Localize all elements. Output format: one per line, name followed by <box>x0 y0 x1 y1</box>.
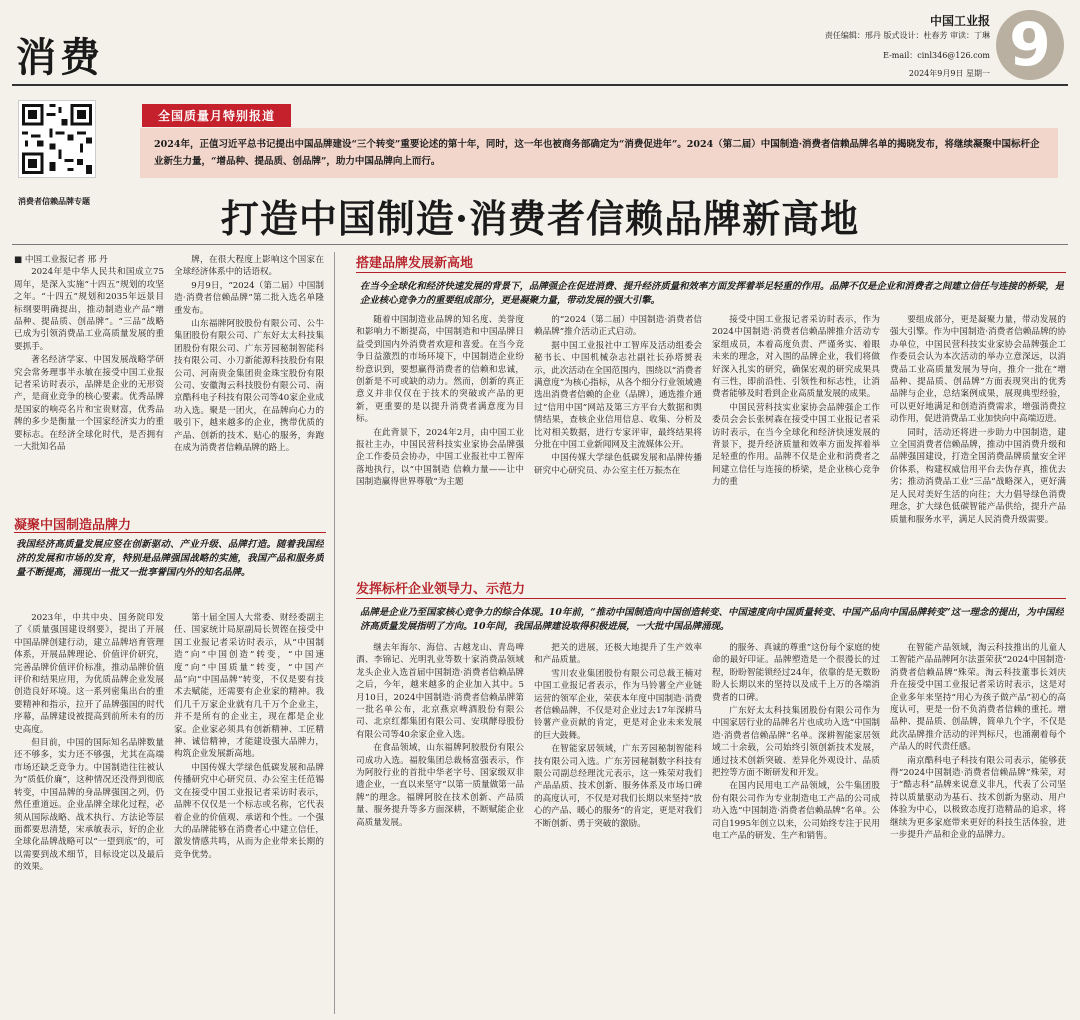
staff-credits: 责任编辑：邢丹 版式设计：杜春芳 审读：丁琳 <box>824 31 990 40</box>
subhead-1-rule <box>14 532 326 533</box>
paragraph: 的服务、真诚的尊重”这份每个家庭的使命的最好印证。品牌塑造是一个很漫长的过程，盼盼智能锁经过24年，依靠的是无数盼盼人长期以来的坚持以及成千上万的各端消费者的口碑。 <box>712 643 880 703</box>
paragraph: 继去年海尔、海信、古越龙山、青岛啤酒、李锦记、光明乳业等数十家消费品领域龙头企业入选首届中国制造·消费者信赖品牌之后，今年，越来越多的企业加入其中。5月10日，2024中国制造·消费者信赖品牌第一批名单公布，北京燕京啤酒股份有限公司、北京红都集团有限公司、安琪酵母股份有限公司等40余家企业入选。 <box>356 643 524 740</box>
column-3 <box>356 314 524 568</box>
paragraph: 要组成部分，更是凝聚力量，带动发展的强大引擎。作为中国制造·消费者信赖品牌的协办单位，中国民营科技实业家协会品牌强企工作委员会认为本次活动的举办立意深远，以消费品工业高质量发展为导向，推介一批在“增品种、提品质、创品牌”方面表现突出的优秀品牌与企业，总结案例成果，展现典型经验，可以更好地满足和创造消费需求，增强消费拉动作用，促进消费品工业加快向中高端迈进。 <box>890 315 1066 425</box>
subhead-3-rule <box>356 598 1066 599</box>
headline: 打造中国制造·消费者信赖品牌新高地 <box>220 196 860 241</box>
section-title: 消费 <box>16 34 104 81</box>
paragraph: 广东好太太科技集团股份有限公司作为中国家居行业的品牌名片也成功入选“中国制造·消费者信赖品牌”名单。深耕智能家居领域二十余载，公司始终引领创新技术发展，通过技术创新突破、差异化外观设计、品质把控等方面不断研发和开发。 <box>712 706 880 779</box>
qr-code-icon <box>18 100 96 178</box>
column-5 <box>712 314 880 568</box>
paragraph: 据中国工业报社中工智库及活动组委会秘书长、中国机械杂志社副社长孙塔赟表示，此次活动在全国范围内，围绕以“消费者满意度”为核心指标，从各个细分行业领域遴选出消费者信赖的企业（品牌），通选推介通过“信用中国”网站及第三方平台大数据和舆情结果，查核企业信用信息、收集、分析及比对相关数据，进行专家评审，最终结果将分批在中国工业新闻网及主流媒体公开。 <box>534 340 702 451</box>
lead-3: 品牌是企业乃至国家核心竞争力的综合体现。10年前，“推动中国制造向中国创造转变、中国速度向中国质量转变、中国产品向中国品牌转变”这一理念的提出，为中国经济高质量发展指明了方向。10年间，我国品牌建设取得积极进展，一大批中国品牌涌现。 <box>360 607 1064 632</box>
banner-tag: 全国质量月特别报道 <box>142 104 291 127</box>
column-2-top <box>174 254 324 508</box>
paragraph: 著名经济学家、中国发展战略学研究会常务理事半永敏在接受中国工业报记者采访时表示，品牌是企业的无形资产，是商业竞争的核心要素。优秀品牌是国家的响亮名片和宝贵财富，优秀品牌的多少是衡量一个国家经济实力的重要标志。在经济全球化时代，是否拥有一大批知名品 <box>14 355 164 453</box>
column-divider <box>334 252 335 1014</box>
subhead-1: 凝聚中国制造品牌力 <box>14 518 132 533</box>
paragraph: 把关的进展，还极大地提升了生产效率和产品质量。 <box>534 643 702 666</box>
paragraph: 同时，活动还将进一步助力中国制造，建立全国消费者信赖品牌，推动中国消费升级和品牌强国建设，打造全国消费品牌质量安全评价体系，构建权威信用平台去伪存真，推优去劣；推动消费品工业“三品”战略深入，更好满足人民对美好生活的向往；大力倡导绿色消费理念，扩大绿色低碳智能产品供给，提升产品质量和服务水平，满足人民消费升级需要。 <box>890 427 1066 525</box>
paper-name: 中国工业报 <box>929 14 990 28</box>
paragraph: 在智能产品领域，淘云科技推出的儿童人工智能产品品牌阿尔法蛋荣获“2024中国制造·消费者信赖品牌”殊荣。淘云科技董事长刘庆升在接受中国工业报记者采访时表示，这是对企业多年来坚持“用心为孩子做产品”初心的高度认可，更是一份不负消费者信赖的重托。增品种、提品质、创品牌，简单九个字，不仅是此次品牌推介活动的评判标尺，也涌潮着每个产品人的时代责任感。 <box>890 643 1066 753</box>
paragraph: 在食品领域，山东福牌阿胶股份有限公司成功入选。福胶集团总裁杨富强表示，作为阿胶行业的首批中华老字号、国家级双非遗企业，一直以来坚守“以第一质量做第一品牌”的理念。福牌阿胶在技术创新、产品质量、服务提升等多方面深耕，不断赋能企业高质量发展。 <box>356 743 524 828</box>
lead-2: 在当今全球化和经济快速发展的背景下，品牌强企在促进消费、提升经济质量和效率方面发挥着举足轻重的作用。品牌不仅是企业和消费者之间建立信任与连接的桥梁，是企业核心竞争力的重要组成部分，更是凝聚力量，带动发展的强大引擎。 <box>360 281 1064 306</box>
column-5b <box>712 642 880 1012</box>
column-1-bottom <box>14 612 164 1012</box>
column-6 <box>890 314 1066 568</box>
qr-label: 消费者信赖品牌专题 <box>18 196 90 206</box>
paragraph: 南京酷科电子科技有限公司表示，能够获得“2024中国制造·消费者信赖品牌”殊荣，对于“酷志科”品牌来说意义非凡，代表了公司坚持以质量驱动为基石、技术创新为驱动、用户体验为中心，以极致态度打造精品的追求，将继续为更多家庭带来更好的科技生活体验，进一步提升产品和企业的品牌力。 <box>890 755 1066 841</box>
paragraph: 在此背景下，2024年2月，由中国工业报社主办，中国民营科技实业家协会品牌强企工作委员会协办，中国工业报社中工智库落地执行，以“中国制造 信赖力量——让中国制造赢得世界尊敬”为主题 <box>356 427 524 488</box>
lead-1: 我国经济高质量发展应竖在创新驱动、产业升级、品牌打造。随着我国经济的发展和市场的发育，特别是品牌强国战略的实施，我国产品和服务质量不断提高，涌现出一批又一批享誉国内外的知名品牌。 <box>16 539 324 578</box>
paragraph: 中国民营科技实业家协会品牌强企工作委员会会长张树森在接受中国工业报记者采访时表示，在当今全球化和经济快速发展的背景下，提升经济质量和效率方面发挥着举足轻重的作用。品牌不仅是企业和消费者之间建立信任与连接的桥梁，是企业核心竞争力的重 <box>712 402 880 488</box>
paragraph: 的“2024（第二届）中国制造·消费者信赖品牌”推介活动正式启动。 <box>534 315 702 338</box>
subhead-2: 搭建品牌发展新高地 <box>356 256 474 271</box>
paragraph: 但目前，中国的国际知名品牌数量还不够多，实力还不够强，尤其在高端市场还缺乏竞争力。中国制造往往被认为“质低价廉”，这种情况还没得到彻底转变，中国品牌的身品牌强国之列，仍然任重道远。企业品牌全球化过程，必须从国际战略、战术执行、方法论等层面都要思清楚，宋承敏表示，好的企业全球化品牌战略可以“一望到底”的，可以需要到战术细节，目标设定以及最后的效果。 <box>14 738 164 873</box>
paragraph: 2024年是中华人民共和国成立75周年，是深入实施“十四五”规划的攻坚之年。“十四五”规划和2035年远景目标纲要明确提出，推动制造业产品“增品种、提品质、创品牌”。“三品”战略已成为引领消费品工业高质量发展的重要抓手。 <box>14 267 164 352</box>
column-6b <box>890 642 1066 1012</box>
paragraph: 随着中国制造业品牌的知名度、美誉度和影响力不断提高，中国制造和中国品牌日益受到国内外消费者欢迎和喜爱。在当今竞争日益激烈的市场环境下，中国制造企业纷纷意识到，要想赢得消费者的信赖和忠诚，创新是不可或缺的动力。然而，创新的真正意义并非仅仅在于技术的突破或产品的更新，更重要的是以提升消费者满意度为目标。 <box>356 315 524 425</box>
subhead-2-rule <box>356 272 1066 273</box>
column-3b <box>356 642 524 1012</box>
paragraph: 2023年，中共中央、国务院印发了《质量强国建设纲要》，提出了开展中国品牌创建行动，建立品牌培育管理体系，开展品牌理论、价值评价研究，完善品牌价值评价标准，推动品牌价值评价和结果应用，为优质品牌企业发展创造良好环境。这一系列密集出台的重要精神和指示，拉开了品牌强国的时代序幕，品牌建设被提高到前所未有的历史高度。 <box>14 613 164 735</box>
paragraph: 第十届全国人大常委、财经委副主任、国家统计局原副局长贺铿在接受中国工业报记者采访时表示，从“中国制造”向“中国创造”转变，“中国速度”向“中国质量”转变，“中国产品”向“中国品牌”转变，不仅是要有技术去赋能，还需要有企业家的精神。我们几千万家企业就有几千万个企业主，并不是所有的企业主，现在都是企业家。企业家必须具有创新精神、工匠精神、诚信精神，才能建设强大品牌力，构筑企业发展新高地。 <box>174 613 324 760</box>
paragraph: 9月9日，“2024（第二届）中国制造·消费者信赖品牌”第二批入选名单隆重发布。 <box>174 280 324 316</box>
headline-rule <box>12 244 1068 245</box>
masthead-info <box>768 10 1068 82</box>
byline: ■ 中国工业报记者 邢 丹 <box>14 255 108 265</box>
issue-date: 2024年9月9日 星期一 <box>908 69 990 78</box>
paragraph: 雪川农业集团股份有限公司总裁王楠对中国工业报记者表示，作为马铃薯全产业链运营的领军企业，荣获本年度中国制造·消费者信赖品牌，不仅是对企业过去17年深耕马铃薯产业贡献的肯定，更是对企业未来发展的巨大鼓舞。 <box>534 668 702 741</box>
paragraph: 在智能家居领域，广东芳园秘制智能科技有限公司入选。广东芳园秘制数字科技有限公司副总经理沈元表示，这一殊荣对我们产品品质、技术创新、服务体系及市场口碑的高度认可，不仅是对我们长期以来坚持“放心的产品、暖心的服务”的肯定，更是对我们不断创新、勇于突破的激励。 <box>534 744 702 829</box>
column-4 <box>534 314 702 568</box>
column-2-bottom <box>174 612 324 1012</box>
paragraph: 中国传媒大学绿色低碳发展和品牌传播研究中心研究员、办公室主任万振杰在 <box>534 453 702 476</box>
masthead-rule <box>12 84 1068 86</box>
page-number: 9 <box>996 10 1064 80</box>
paragraph: 山东福牌阿胶股份有限公司、公牛集团股份有限公司、广东好太太科技集团股份有限公司、广东芳园秘制智能科技有限公司、小刀新能源科技股份有限公司、河南贵金集团贵金珠宝股份有限公司、安徽淘云科技股份有限公司、南京酷科电子科技有限公司等40家企业成功入选。聚是一团火，在品牌向心力的吸引下，越来越多的企业，携带优质的产品、创新的技术、贴心的服务，奔跑在成为消费者信赖品牌的路上。 <box>174 319 324 454</box>
contact-email: E-mail：cinl346@126.com <box>883 51 990 60</box>
paragraph: 牌，在很大程度上影响这个国家在全球经济体系中的话语权。 <box>174 255 324 278</box>
banner-summary: 2024年，正值习近平总书记提出中国品牌建设“三个转变”重要论述的第十年，同时，这一年也被商务部确定为“消费促进年”。2024（第二届）中国制造·消费者信赖品牌名单的揭晓发布，将继续凝聚中国标杆企业新生力量，“增品种、提品质、创品牌”，助力中国品牌向上而行。 <box>140 128 1058 178</box>
paragraph: 中国传媒大学绿色低碳发展和品牌传播研究中心研究员、办公室主任范锡文在接受中国工业报记者采访时表示，品牌不仅仅是一个标志或名称，它代表着企业的价值观、承诺和个性。一个强大的品牌能够在消费者心中建立信任，激发情感共鸣，从而为企业带来长期的竞争优势。 <box>174 762 324 860</box>
column-4b <box>534 642 702 1012</box>
paragraph: 在国内民用电工产品领域，公牛集团股份有限公司作为专业制造电工产品的公司成功入选“中国制造·消费者信赖品牌”名单。公司自1995年创立以来，公司始终专注于民用电工产品的研发、生产和销售。 <box>712 781 880 842</box>
paragraph: 接受中国工业报记者采访时表示，作为2024中国制造·消费者信赖品牌推介活动专家组成员，本着高度负责、严谨务实、着眼未来的理念，对入围的品牌企业，我们将做好深入扎实的研究，确保宏观的研究成果具有三性，即前沿性、引领性和标志性，让消费者能够及时看到企业高质量发展的成果。 <box>712 315 880 400</box>
column-1-top <box>14 254 164 508</box>
subhead-3: 发挥标杆企业领导力、示范力 <box>356 582 526 597</box>
